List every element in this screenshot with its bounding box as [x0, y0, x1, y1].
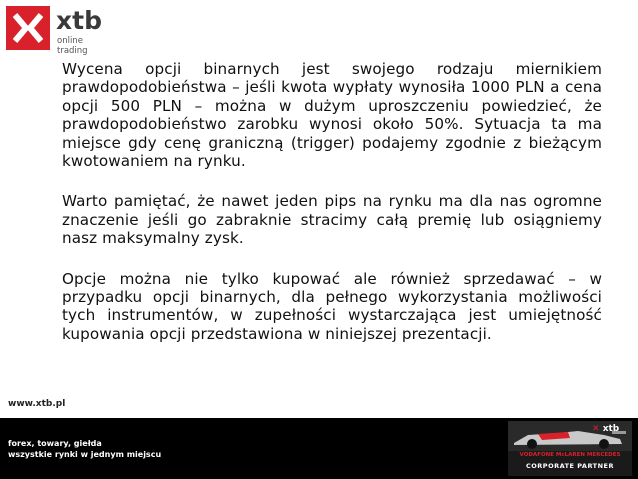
logo-wordmark: xtb [56, 6, 102, 35]
xtb-x-mark-icon [6, 6, 50, 50]
footer-tagline-1: forex, towary, giełda [8, 439, 102, 448]
partner-xtb-logo [592, 424, 619, 434]
partner-x-icon: ✕ [592, 424, 600, 434]
paragraph-selling: Opcje można nie tylko kupować ale również sprzedawać – w przypadku opcji binarnych, dla pełnego wykorzystania możliwości tych instrumentów, w zupełności wystarczająca jest umiejętność kupowania opcji przedstawiona w niniejszej prezentacji. [62, 269, 602, 343]
logo-subtitle: online trading [57, 36, 88, 56]
slide-content [62, 60, 602, 365]
partner-sponsor: VODAFONE McLAREN MERCEDES [519, 452, 621, 458]
website-link[interactable]: www.xtb.pl [8, 399, 66, 409]
paragraph-pricing: Wycena opcji binarnych jest swojego rodzaju miernikiem prawdopodobieństwa – jeśli kwota wypłaty wynosiła 1000 PLN a cena opcji 500 PLN – można w dużym uproszczeniu powiedzieć, że prawdopodobieństwo zarobku wynosi około 50%. Sytuacja ta ma miejsce gdy cenę graniczną (trigger) podajemy zgodnie z bieżącym kwotowaniem na rynku. [62, 60, 602, 171]
footer-tagline-2: wszystkie rynki w jednym miejscu [8, 450, 162, 459]
corporate-partner-badge [508, 421, 632, 476]
footer-bar [0, 418, 638, 479]
paragraph-pips: Warto pamiętać, że nawet jeden pips na rynku ma dla nas ogromne znaczenie jeśli go zabraknie stracimy całą premię lub osiągniemy nasz maksymalny zysk. [62, 192, 602, 248]
partner-logo-text: xtb [602, 424, 620, 434]
xtb-logo[interactable] [6, 6, 114, 56]
partner-title: CORPORATE PARTNER [526, 462, 614, 470]
